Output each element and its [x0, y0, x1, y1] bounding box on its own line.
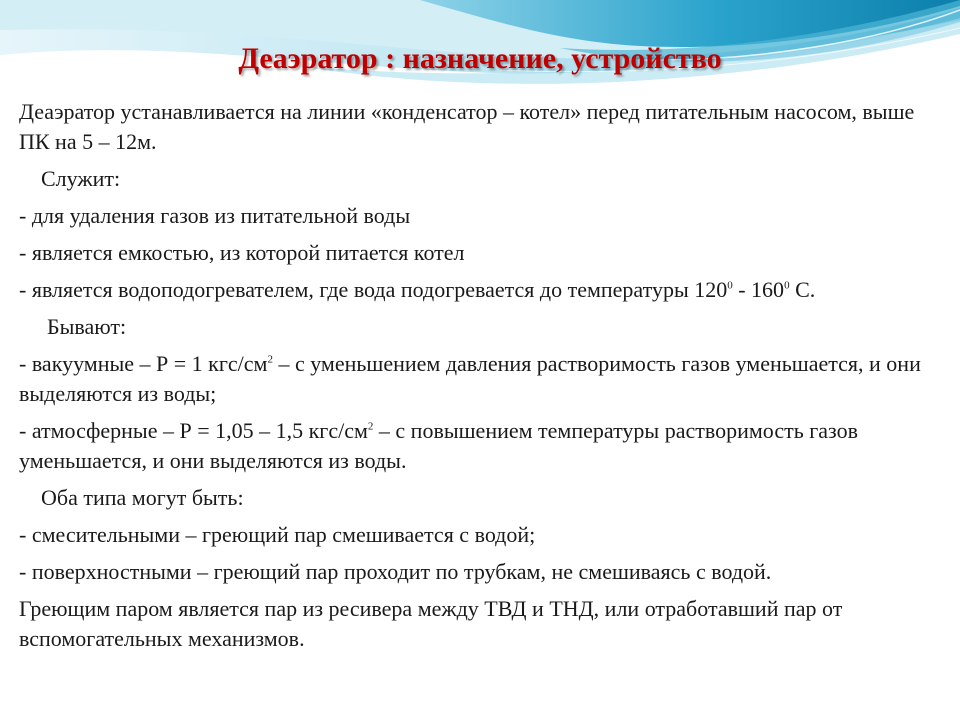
serves-item-reservoir: - является емкостью, из которой питается котел — [19, 240, 465, 265]
slide-title: Деаэратор : назначение, устройство — [238, 42, 722, 75]
heating-steam-paragraph: Греющим паром является пар из ресивера между ТВД и ТНД, или отработавший пар от вспомогательных механизмов. — [19, 596, 843, 651]
serves-item-heater — [19, 275, 939, 305]
degree-sup-1: 0 — [727, 279, 733, 292]
types-heading: Бывают: — [47, 314, 127, 339]
type-atmospheric — [19, 416, 939, 476]
slide-body — [19, 97, 939, 661]
intro-paragraph: Деаэратор устанавливается на линии «конденсатор – котел» перед питательным насосом, выше ПК на 5 – 12м. — [19, 99, 915, 154]
vacuum-unit-sup: 2 — [267, 353, 273, 366]
kind-surface: - поверхностными – греющий пар проходит по трубкам, не смешиваясь с водой. — [19, 559, 772, 584]
heater-text-b: - 160 — [732, 277, 785, 302]
heater-text-c: С. — [789, 277, 816, 302]
serves-heading: Служит: — [41, 166, 121, 191]
vacuum-text-b: – с уменьшением давления растворимость газов уменьшается, и они выделяются из воды; — [19, 351, 921, 406]
atm-text-b: – с повышением температуры растворимость газов уменьшается, и они выделяются из воды. — [19, 418, 858, 473]
kind-mixing: - смесительными – греющий пар смешивается с водой; — [19, 522, 536, 547]
atm-unit-sup: 2 — [367, 420, 374, 433]
atm-text-a: - атмосферные – Р = 1,05 – 1,5 кгс/см — [19, 418, 368, 443]
both-types-heading: Оба типа могут быть: — [41, 485, 244, 510]
vacuum-text-a: - вакуумные – Р = 1 кгс/см — [19, 351, 268, 376]
degree-sup-2: 0 — [784, 279, 790, 292]
serves-item-gas-removal: - для удаления газов из питательной воды — [19, 203, 411, 228]
type-vacuum — [19, 349, 939, 409]
heater-text-a: - является водоподогревателем, где вода подогревается до температуры 120 — [19, 277, 728, 302]
